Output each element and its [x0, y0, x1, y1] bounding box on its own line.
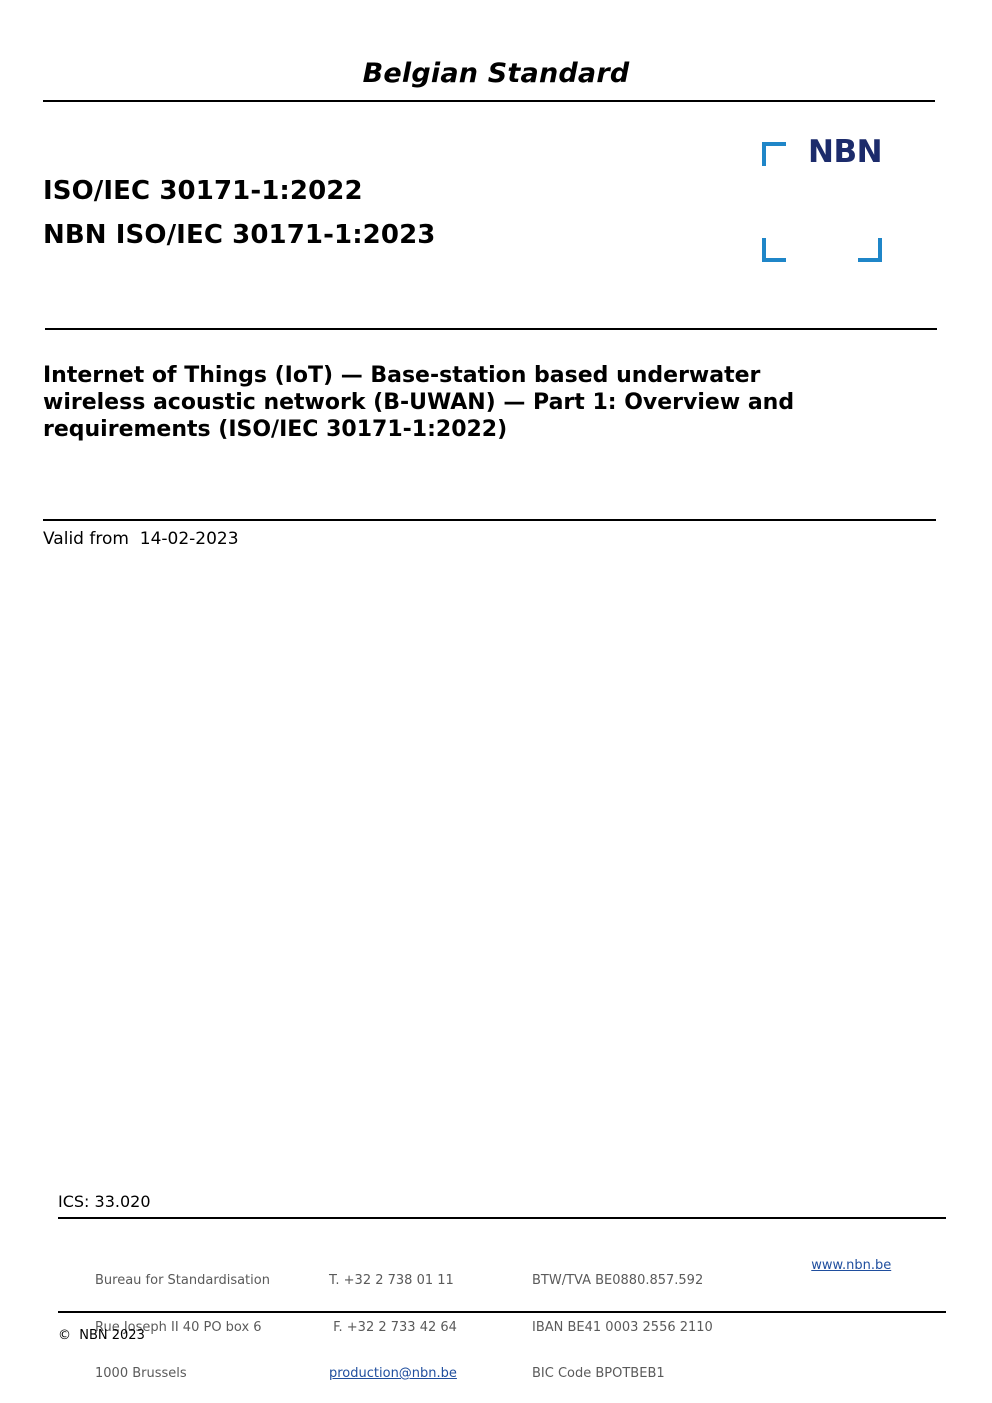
- ics-code: ICS: 33.020: [58, 1192, 151, 1211]
- document-title: [43, 362, 903, 443]
- document-title-line: Internet of Things (IoT) — Base-station based underwater: [43, 363, 761, 388]
- fax-number: F. +32 2 733 42 64: [329, 1319, 457, 1335]
- title-bottom-divider: [43, 519, 936, 521]
- nbn-logo-text: NBN: [808, 134, 883, 170]
- footer-bottom-divider: [58, 1311, 946, 1313]
- header-divider: [43, 100, 935, 102]
- nbn-standard-id: NBN ISO/IEC 30171-1:2023: [43, 220, 436, 250]
- valid-from: [43, 529, 239, 549]
- copyright-notice: © NBN 2023: [58, 1328, 145, 1343]
- footer-top-divider: [58, 1217, 946, 1219]
- valid-from-label: Valid from: [43, 529, 129, 549]
- phone-number: T. +32 2 738 01 11: [329, 1273, 454, 1288]
- footer-bank: [532, 1242, 713, 1397]
- footer-website: [803, 1242, 891, 1273]
- email-link[interactable]: production@nbn.be: [329, 1366, 457, 1381]
- address-line: Bureau for Standardisation: [95, 1273, 270, 1288]
- document-title-line: wireless acoustic network (B-UWAN) — Part 1: Overview and: [43, 390, 795, 415]
- page-header-title: Belgian Standard: [362, 58, 630, 89]
- vat-number: BTW/TVA BE0880.857.592: [532, 1273, 704, 1288]
- bic-code: BIC Code BPOTBEB1: [532, 1366, 665, 1381]
- address-line: Rue Joseph II 40 PO box 6: [95, 1319, 262, 1335]
- document-title-line: requirements (ISO/IEC 30171-1:2022): [43, 417, 508, 442]
- website-link[interactable]: www.nbn.be: [811, 1257, 892, 1273]
- footer-contact: [329, 1242, 457, 1397]
- valid-from-date: 14-02-2023: [139, 529, 239, 549]
- title-top-divider: [45, 328, 937, 330]
- address-line: 1000 Brussels: [95, 1366, 187, 1381]
- iban-number: IBAN BE41 0003 2556 2110: [532, 1319, 713, 1335]
- iso-standard-id: ISO/IEC 30171-1:2022: [43, 176, 363, 206]
- footer-address: [95, 1242, 270, 1397]
